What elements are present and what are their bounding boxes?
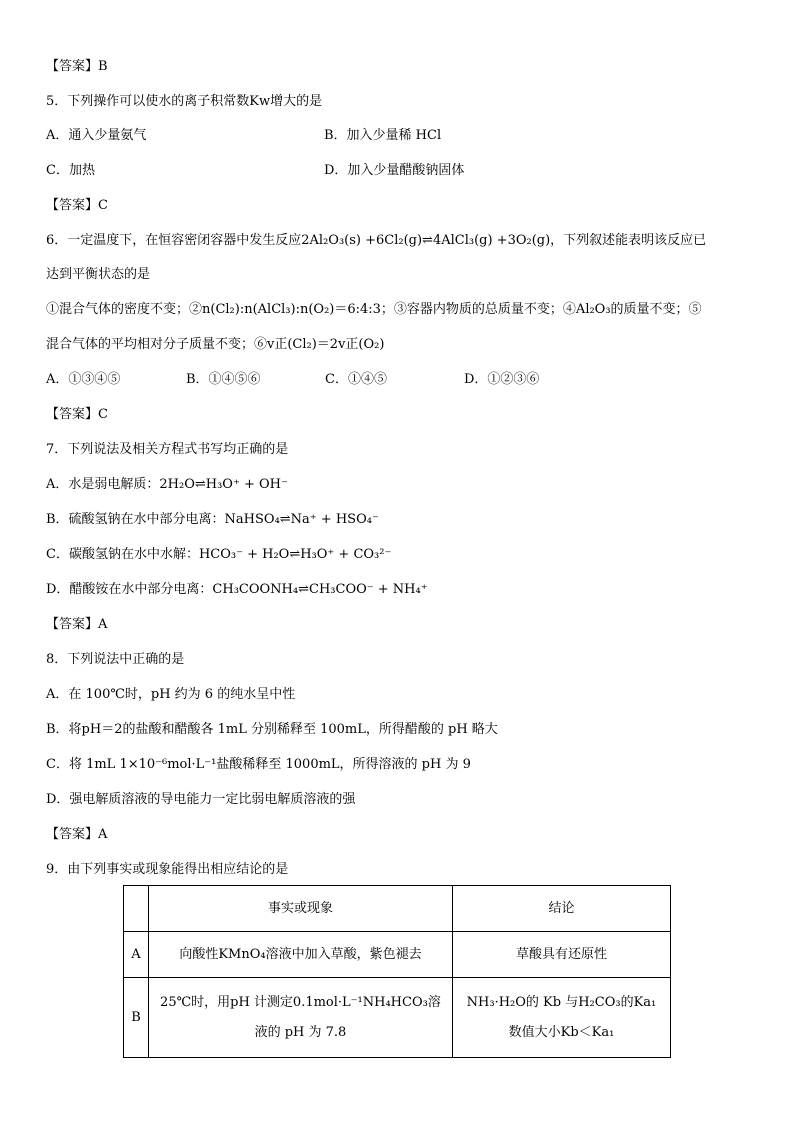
- answer-q6: 【答案】C: [46, 407, 108, 422]
- q5-option-c: C．加热: [46, 163, 95, 178]
- q5-option-a: A．通入少量氨气: [46, 128, 147, 143]
- row-fact-line: 向酸性KMnO₄溶液中加入草酸，紫色褪去: [179, 946, 422, 962]
- q6-option-a: A．①③④⑤: [46, 372, 121, 387]
- answer-q4: 【答案】B: [46, 59, 108, 74]
- row-conclusion: [452, 932, 670, 978]
- table-header-conclusion: 结论: [452, 886, 670, 932]
- question-6-line1: 6．一定温度下，在恒容密闭容器中发生反应2Al₂O₃(s) +6Cl₂(g)⇌4AlCl₃(g) +3O₂(g)，下列叙述能表明该反应已: [46, 233, 707, 248]
- table-row: [124, 932, 671, 978]
- row-conclusion: [452, 978, 670, 1058]
- row-label: A: [124, 932, 149, 978]
- answer-q7: 【答案】A: [46, 617, 108, 632]
- row-fact-line: 液的 pH 为 7.8: [254, 1024, 347, 1040]
- row-conclusion-line: NH₃·H₂O的 Kb 与H₂CO₃的Ka₁: [466, 994, 657, 1010]
- question-6-line2: 达到平衡状态的是: [46, 267, 151, 282]
- question-9: 9．由下列事实或现象能得出相应结论的是: [46, 862, 289, 877]
- q9-table: [123, 885, 671, 1058]
- row-conclusion-line: 数值大小Kb＜Ka₁: [508, 1024, 615, 1040]
- table-header-row: [124, 886, 671, 932]
- question-8: 8．下列说法中正确的是: [46, 652, 185, 667]
- answer-q8: 【答案】A: [46, 827, 108, 842]
- q5-option-b: B．加入少量稀 HCl: [324, 128, 442, 143]
- q7-option-b: B．硫酸氢钠在水中部分电离：NaHSO₄⇌Na⁺ + HSO₄⁻: [46, 512, 379, 527]
- table-header-fact: 事实或现象: [148, 886, 452, 932]
- q6-option-c: C．①④⑤: [325, 372, 387, 387]
- q6-option-d: D．①②③⑥: [464, 372, 540, 387]
- row-fact-line: 25℃时，用pH 计测定0.1mol·L⁻¹NH₄HCO₃溶: [160, 994, 441, 1010]
- question-5: 5．下列操作可以使水的离子积常数Kw增大的是: [46, 94, 323, 109]
- row-fact: [148, 932, 452, 978]
- table-row: [124, 978, 671, 1058]
- q8-option-d: D．强电解质溶液的导电能力一定比弱电解质溶液的强: [46, 792, 356, 807]
- row-fact: [148, 978, 452, 1058]
- q8-option-b: B．将pH＝2的盐酸和醋酸各 1mL 分别稀释至 100mL，所得醋酸的 pH 略大: [46, 722, 498, 737]
- q7-option-a: A．水是弱电解质：2H₂O⇌H₃O⁺ + OH⁻: [46, 477, 288, 492]
- row-conclusion-line: 草酸具有还原性: [515, 946, 607, 962]
- q7-option-d: D．醋酸铵在水中部分电离：CH₃COONH₄⇌CH₃COO⁻ + NH₄⁺: [46, 582, 428, 597]
- row-label: B: [124, 978, 149, 1058]
- q6-option-b: B．①④⑤⑥: [186, 372, 261, 387]
- q7-option-c: C．碳酸氢钠在水中水解：HCO₃⁻ + H₂O⇌H₃O⁺ + CO₃²⁻: [46, 547, 392, 562]
- answer-q5: 【答案】C: [46, 198, 108, 213]
- q5-option-d: D．加入少量醋酸钠固体: [324, 163, 465, 178]
- question-6-line4: 混合气体的平均相对分子质量不变；⑥v正(Cl₂)＝2v正(O₂): [46, 337, 385, 352]
- q8-option-c: C．将 1mL 1×10⁻⁶mol·L⁻¹盐酸稀释至 1000mL，所得溶液的 pH 为 9: [46, 757, 471, 772]
- question-7: 7．下列说法及相关方程式书写均正确的是: [46, 442, 289, 457]
- question-6-line3: ①混合气体的密度不变；②n(Cl₂):n(AlCl₃):n(O₂)＝6:4:3；③容器内物质的总质量不变；④Al₂O₃的质量不变；⑤: [46, 302, 702, 317]
- q8-option-a: A．在 100℃时，pH 约为 6 的纯水呈中性: [46, 687, 296, 702]
- table-header-blank: [124, 886, 149, 932]
